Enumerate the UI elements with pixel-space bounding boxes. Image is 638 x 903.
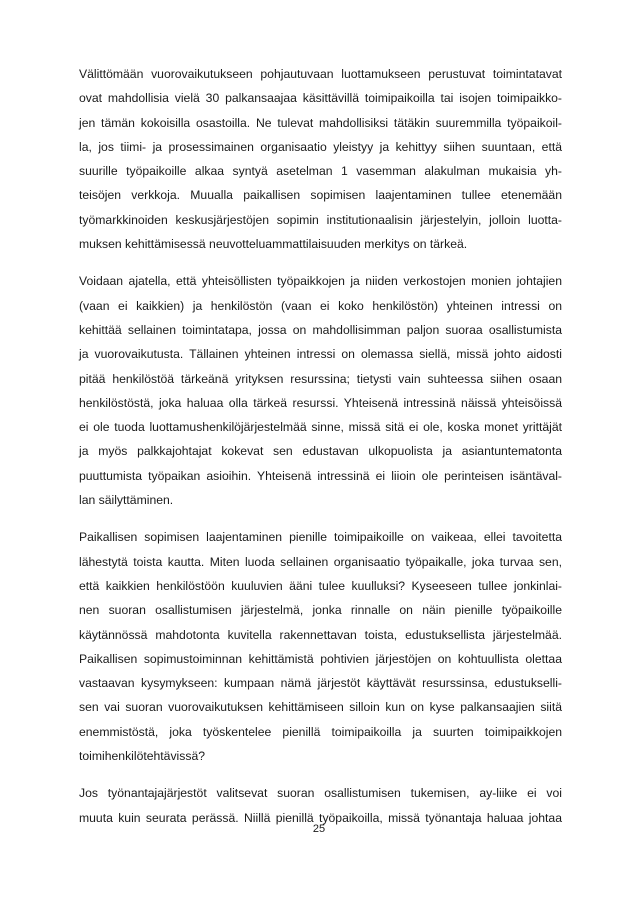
text-line: ei ole tuoda luottamushenkilöjärjestelmää sinne, missä sitä ei ole, koska monet yrittäjät <box>79 420 562 435</box>
text-line: työmarkkinoiden keskusjärjestöjen sopimin institutionaalisin järjestelyin, jolloin luotta- <box>79 212 562 227</box>
text-line: suurille työpaikoille alkaa syntyä asetelman 1 vasemman alakulman mukaisia yh- <box>79 164 562 179</box>
text-line: jen tämän kokoisilla osastoilla. Ne tulevat mahdollisiksi tätäkin suuremmilla työpaikoil- <box>79 115 562 130</box>
text-line: muuta kuin seurata perässä. Niillä pienillä työpaikoilla, missä työnantaja haluaa johtaa <box>79 810 562 825</box>
text-line: ja vuorovaikutusta. Tällainen yhteinen intressi on olemassa siellä, missä johto aidosti <box>79 347 562 362</box>
paragraph <box>79 269 562 512</box>
text-line: lähestytä toista kautta. Miten luoda sellainen organisaatio työpaikalle, joka turvaa sen, <box>79 554 562 569</box>
text-line: lan säilyttäminen. <box>79 493 174 508</box>
text-line: Jos työnantajajärjestöt valitsevat suoran osallistumisen tukemisen, ay-liike ei voi <box>79 786 562 801</box>
text-line: muksen kehittämisessä neuvotteluammattilaisuuden merkitys on tärkeä. <box>79 237 468 252</box>
text-line: vastaavan kysymykseen: kumpaan nämä järjestöt käyttävät resurssinsa, edustukselli- <box>79 676 562 691</box>
paragraph <box>79 62 562 256</box>
text-line: kehittää sellainen toimintatapa, jossa on mahdollisimman paljon suoraa osallistumista <box>79 322 562 337</box>
text-line: enemmistöstä, joka työskentelee pienillä toimipaikoilla ja suurten toimipaikkojen <box>79 724 562 739</box>
paragraph <box>79 525 562 768</box>
text-line: (vaan ei kaikkien) ja henkilöstön (vaan ei koko henkilöstön) yhteinen intressi on <box>79 298 562 313</box>
text-line: Välittömään vuorovaikutukseen pohjautuvaan luottamukseen perustuvat toimintatavat <box>79 67 562 81</box>
text-line: la, jos tiimi- ja prosessimainen organisaatio yleistyy ja kehittyy siihen suuntaan, että <box>79 139 562 154</box>
text-line: Paikallisen sopimisen laajentaminen pienille toimipaikoille on vaikeaa, ellei tavoitetta <box>79 530 562 545</box>
body-text <box>79 62 562 843</box>
text-line: puuttumista työpaikan asioihin. Yhteisenä intressinä ei liioin ole perinteisen isäntäval- <box>79 468 562 483</box>
text-line: ja myös palkkajohtajat kokevat sen edustavan ulkopuolista ja asiantuntematonta <box>79 444 562 459</box>
text-line: teisöjen verkkoja. Muualla paikallisen sopimisen laajentaminen tullee etenemään <box>79 188 562 203</box>
text-line: käytännössä mahdotonta kuvitella rakennettavan toista, edustuksellista järjestelmää. <box>79 627 562 642</box>
text-line: Voidaan ajatella, että yhteisöllisten työpaikkojen ja niiden verkostojen monien johtajien <box>79 274 562 289</box>
text-line: nen suoran osallistumisen järjestelmä, jonka rinnalle on näin pienille työpaikoille <box>79 603 562 618</box>
text-line: Paikallisen sopimustoiminnan kehittämistä pohtivien järjestöjen on kohtuullista olettaa <box>79 651 562 666</box>
text-line: toimihenkilötehtävissä? <box>79 749 206 764</box>
text-line: ovat mahdollisia vielä 30 palkansaajaa käsittävillä toimipaikoilla tai isojen toimipaikko- <box>79 91 562 106</box>
text-line: pitää henkilöstöä tärkeänä yrityksen resurssina; tietysti vain suhteessa siihen osaan <box>79 371 562 386</box>
text-line: että kaikkien henkilöstöön kuuluvien ääni tulee kuulluksi? Kyseeseen tullee jonkinlai- <box>79 578 562 593</box>
page-number: 25 <box>312 823 326 835</box>
text-line: henkilöstöstä, joka haluaa olla tärkeä resurssi. Yhteisenä intressinä näissä yhteisöissä <box>79 395 562 410</box>
text-line: sen vai suoran vuorovaikutuksen kehittämiseen silloin kun on kyse palkansaajien siitä <box>79 700 562 715</box>
